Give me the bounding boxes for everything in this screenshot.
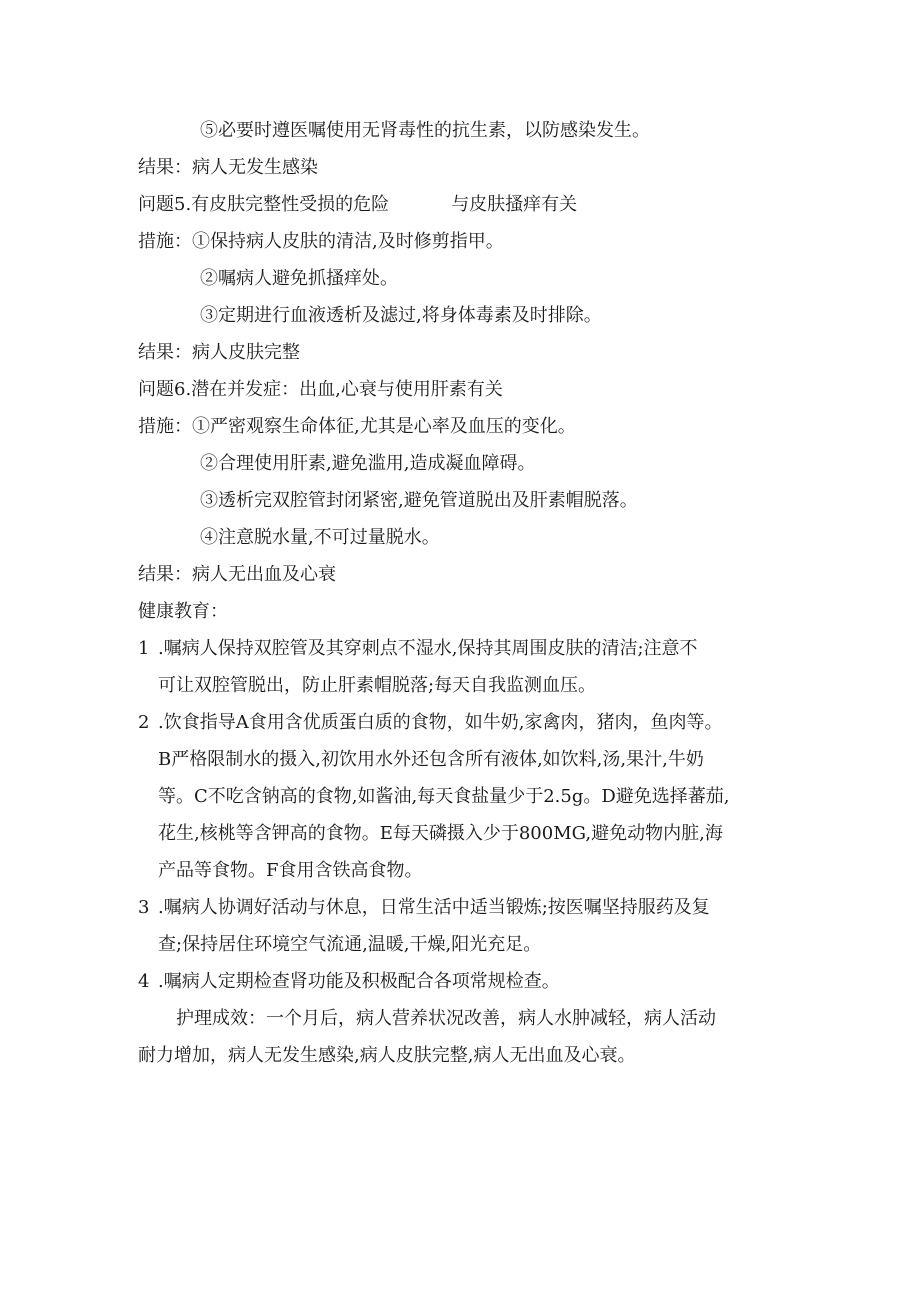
list-number: 1 <box>138 638 150 659</box>
list-item-continued: 可让双腔管脱出，防止肝素帽脱落;每天自我监测血压。 <box>158 675 597 696</box>
list-text: .嘱病人保持双腔管及其穿刺点不湿水,保持其周围皮肤的清洁;注意不 <box>158 638 698 659</box>
document-body <box>138 112 798 1074</box>
list-item-continued: 产品等食物。F食用含铁高食物。 <box>158 860 423 881</box>
list-item-continued: 等。C不吃含钠高的食物,如酱油,每天食盐量少于2.5g。D避免选择蕃茄, <box>158 786 730 807</box>
measure-line: ③透析完双腔管封闭紧密,避免管道脱出及肝素帽脱落。 <box>200 490 638 511</box>
list-item-continued: 查;保持居住环境空气流通,温暖,干燥,阳光充足。 <box>158 934 542 955</box>
measure-line: ③定期进行血液透析及滤过,将身体毒素及时排除。 <box>200 305 602 326</box>
measure-line: ②合理使用肝素,避免滥用,造成凝血障碍。 <box>200 453 536 474</box>
list-text: .嘱病人定期检查肾功能及积极配合各项常规检查。 <box>158 971 560 992</box>
summary-paragraph-continued: 耐力增加，病人无发生感染,病人皮肤完整,病人无出血及心衰。 <box>138 1045 636 1066</box>
problem-title: 问题5.有皮肤完整性受损的危险 <box>138 194 390 215</box>
summary-paragraph: 护理成效：一个月后，病人营养状况改善，病人水肿减轻，病人活动 <box>176 1008 716 1029</box>
list-number: 4 <box>138 971 150 992</box>
measure-line: ④注意脱水量,不可过量脱水。 <box>200 527 440 548</box>
list-item <box>138 704 798 741</box>
problem-cause: 与皮肤搔痒有关 <box>451 194 578 215</box>
measure-line: ②嘱病人避免抓搔痒处。 <box>200 268 398 289</box>
section-heading: 健康教育： <box>138 601 228 622</box>
result-line: 结果：病人无出血及心衰 <box>138 564 336 585</box>
problem-line <box>138 186 798 223</box>
list-number: 3 <box>138 897 150 918</box>
list-number: 2 <box>138 712 150 733</box>
measure-line: ⑤必要时遵医嘱使用无肾毒性的抗生素，以防感染发生。 <box>200 120 650 141</box>
list-item-continued: 花生,核桃等含钾高的食物。E每天磷摄入少于800MG,避免动物内脏,海 <box>158 823 723 844</box>
measure-line: 措施：①严密观察生命体征,尤其是心率及血压的变化。 <box>138 416 576 437</box>
measure-line: 措施：①保持病人皮肤的清洁,及时修剪指甲。 <box>138 231 504 252</box>
result-line: 结果：病人无发生感染 <box>138 157 318 178</box>
list-item <box>138 963 798 1000</box>
list-item <box>138 630 798 667</box>
list-text: .饮食指导A食用含优质蛋白质的食物，如牛奶,家禽肉，猪肉，鱼肉等。 <box>158 712 723 733</box>
result-line: 结果：病人皮肤完整 <box>138 342 300 363</box>
list-item <box>138 889 798 926</box>
list-item-continued: B严格限制水的摄入,初饮用水外还包含所有液体,如饮料,汤,果汁,牛奶 <box>158 749 704 770</box>
list-text: .嘱病人协调好活动与休息，日常生活中适当锻炼;按医嘱坚持服药及复 <box>158 897 710 918</box>
problem-line: 问题6.潜在并发症：出血,心衰与使用肝素有关 <box>138 379 503 400</box>
